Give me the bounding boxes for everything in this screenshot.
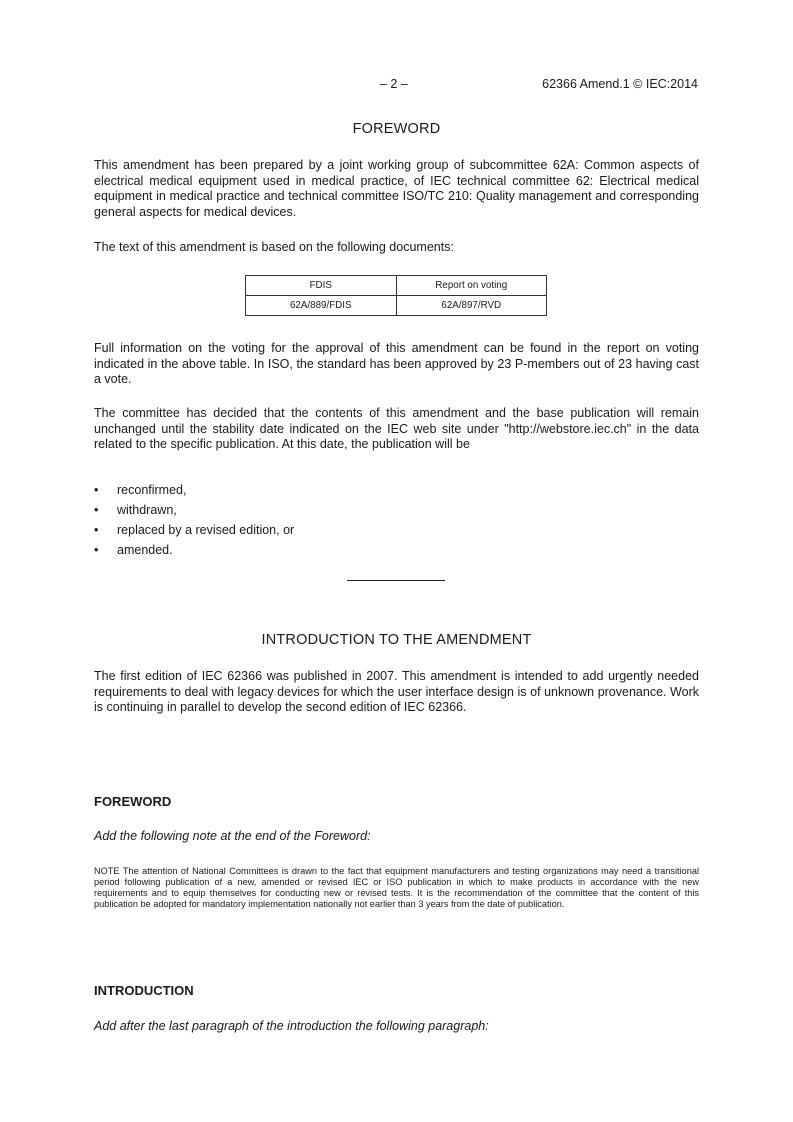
foreword-paragraph-2: The text of this amendment is based on the following documents:	[94, 240, 454, 254]
table-row	[246, 296, 547, 316]
bullet-icon: •	[94, 503, 99, 517]
introduction-amendment-paragraph: The first edition of IEC 62366 was published in 2007. This amendment is intended to add urgently needed requirements to deal with legacy devices for which the user interface design is of unknown provenance. Work is continuing in parallel to develop the second edition of IEC 62366.	[94, 669, 699, 715]
foreword-title: FOREWORD	[352, 121, 441, 137]
list-item: • replaced by a revised edition, or	[94, 520, 294, 540]
bullet-icon: •	[94, 523, 99, 537]
introduction-heading: INTRODUCTION	[94, 983, 194, 998]
introduction-amendment-title: INTRODUCTION TO THE AMENDMENT	[261, 632, 532, 648]
table-cell: 62A/897/RVD	[396, 296, 547, 316]
bullet-icon: •	[94, 483, 99, 497]
table-cell: 62A/889/FDIS	[246, 296, 397, 316]
publication-options-list	[94, 480, 294, 560]
foreword-paragraph-1: This amendment has been prepared by a joint working group of subcommittee 62A: Common aspects of electrical medical equipment used in medical practice, of IEC technical committee 62: Electrical medical equipment in medical practice and technical committee ISO/TC 210: Quality management and corresponding general aspects for medical devices.	[94, 158, 699, 219]
table-header-row	[246, 276, 547, 296]
table-header-cell: FDIS	[246, 276, 397, 296]
introduction-instruction: Add after the last paragraph of the introduction the following paragraph:	[94, 1019, 489, 1033]
list-item: • withdrawn,	[94, 500, 294, 520]
foreword-paragraph-4: The committee has decided that the contents of this amendment and the base publication will remain unchanged until the stability date indicated on the IEC web site under "http://webstore.iec.ch" in the data related to the specific publication. At this date, the publication will be	[94, 406, 699, 452]
foreword-instruction: Add the following note at the end of the Foreword:	[94, 829, 371, 843]
section-divider	[347, 580, 445, 581]
documents-table	[245, 275, 547, 316]
list-item: • amended.	[94, 540, 294, 560]
page-number: – 2 –	[380, 77, 408, 91]
foreword-note: NOTE The attention of National Committees is drawn to the fact that equipment manufacturers and testing organizations may need a transitional period following publication of a new, amended or revised IEC or ISO publication in which to make products in accordance with the new requirements and to equip themselves for conducting new or revised tests. It is the recommendation of the committee that the content of this publication be adopted for mandatory implementation nationally not earlier than 3 years from the date of publication.	[94, 866, 699, 909]
document-reference: 62366 Amend.1 © IEC:2014	[542, 77, 698, 91]
list-item: • reconfirmed,	[94, 480, 294, 500]
table-header-cell: Report on voting	[396, 276, 547, 296]
foreword-heading: FOREWORD	[94, 794, 172, 809]
foreword-paragraph-3: Full information on the voting for the approval of this amendment can be found in the report on voting indicated in the above table. In ISO, the standard has been approved by 23 P-members out of 23 having cast a vote.	[94, 341, 699, 387]
bullet-icon: •	[94, 543, 99, 557]
